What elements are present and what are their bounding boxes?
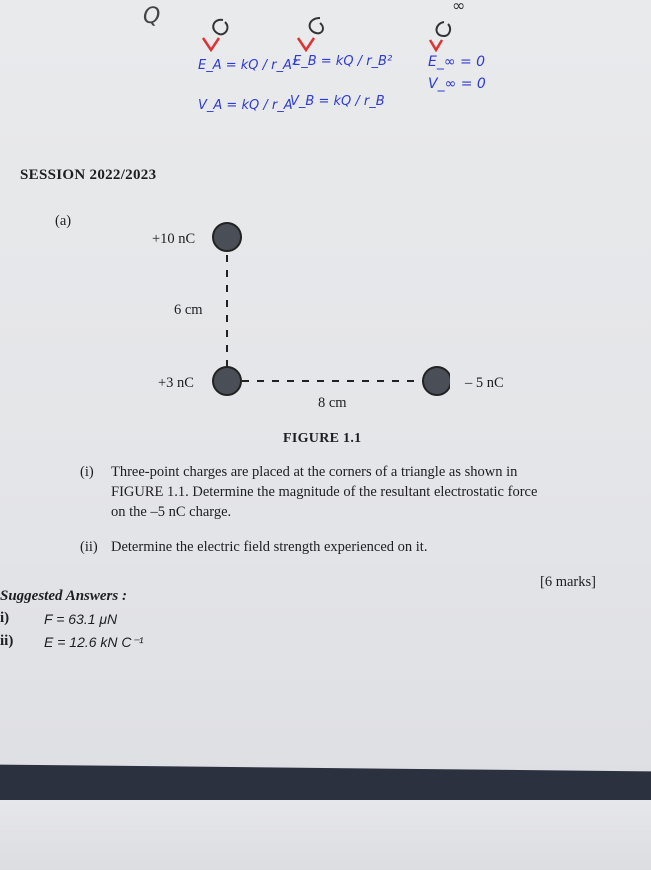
part-label: (a) <box>55 213 72 229</box>
charge-left-circle <box>213 367 241 395</box>
session-heading: SESSION 2022/2023 <box>20 167 157 183</box>
note-va: V_A = kQ / r_A <box>198 98 293 113</box>
answer-number: i) <box>0 610 10 626</box>
note-vinf: V_∞ = 0 <box>428 76 486 92</box>
horizontal-distance-label: 8 cm <box>318 395 347 411</box>
note-eb: E_B = kQ / r_B² <box>293 54 393 69</box>
answer-value: E = 12.6 kN C⁻¹ <box>44 634 144 650</box>
charge-top-label: +10 nC <box>152 231 196 247</box>
question-line: on the –5 nC charge. <box>111 504 232 520</box>
question-line: Three-point charges are placed at the corners of a triangle as shown in <box>111 464 518 480</box>
charge-top-circle <box>213 223 241 251</box>
figure-caption: FIGURE 1.1 <box>283 431 362 446</box>
marks-label: [6 marks] <box>540 574 596 590</box>
vertical-distance-label: 6 cm <box>174 302 203 318</box>
question-line: FIGURE 1.1. Determine the magnitude of the resultant electrostatic force <box>111 484 538 500</box>
question-line: Determine the electric field strength experienced on it. <box>111 539 428 555</box>
charge-right-label: – 5 nC <box>465 375 504 391</box>
question-number: (ii) <box>80 539 98 555</box>
note-ea: E_A = kQ / r_A² <box>198 58 298 73</box>
note-vb: V_B = kQ / r_B <box>290 94 385 109</box>
answer-value: F = 63.1 μN <box>44 611 118 627</box>
infinity-symbol: ∞ <box>452 0 466 15</box>
charge-diagram <box>200 220 450 400</box>
charge-left-label: +3 nC <box>158 375 194 391</box>
charge-right-circle <box>423 367 450 395</box>
answer-number: ii) <box>0 633 14 649</box>
charge-sketch-b <box>290 8 350 52</box>
q-symbol: Q <box>143 4 161 29</box>
charge-sketch-a <box>195 8 255 52</box>
note-einf: E_∞ = 0 <box>428 54 486 70</box>
answers-heading: Suggested Answers : <box>0 588 127 604</box>
question-number: (i) <box>80 464 94 480</box>
charge-sketch-c <box>420 8 480 52</box>
